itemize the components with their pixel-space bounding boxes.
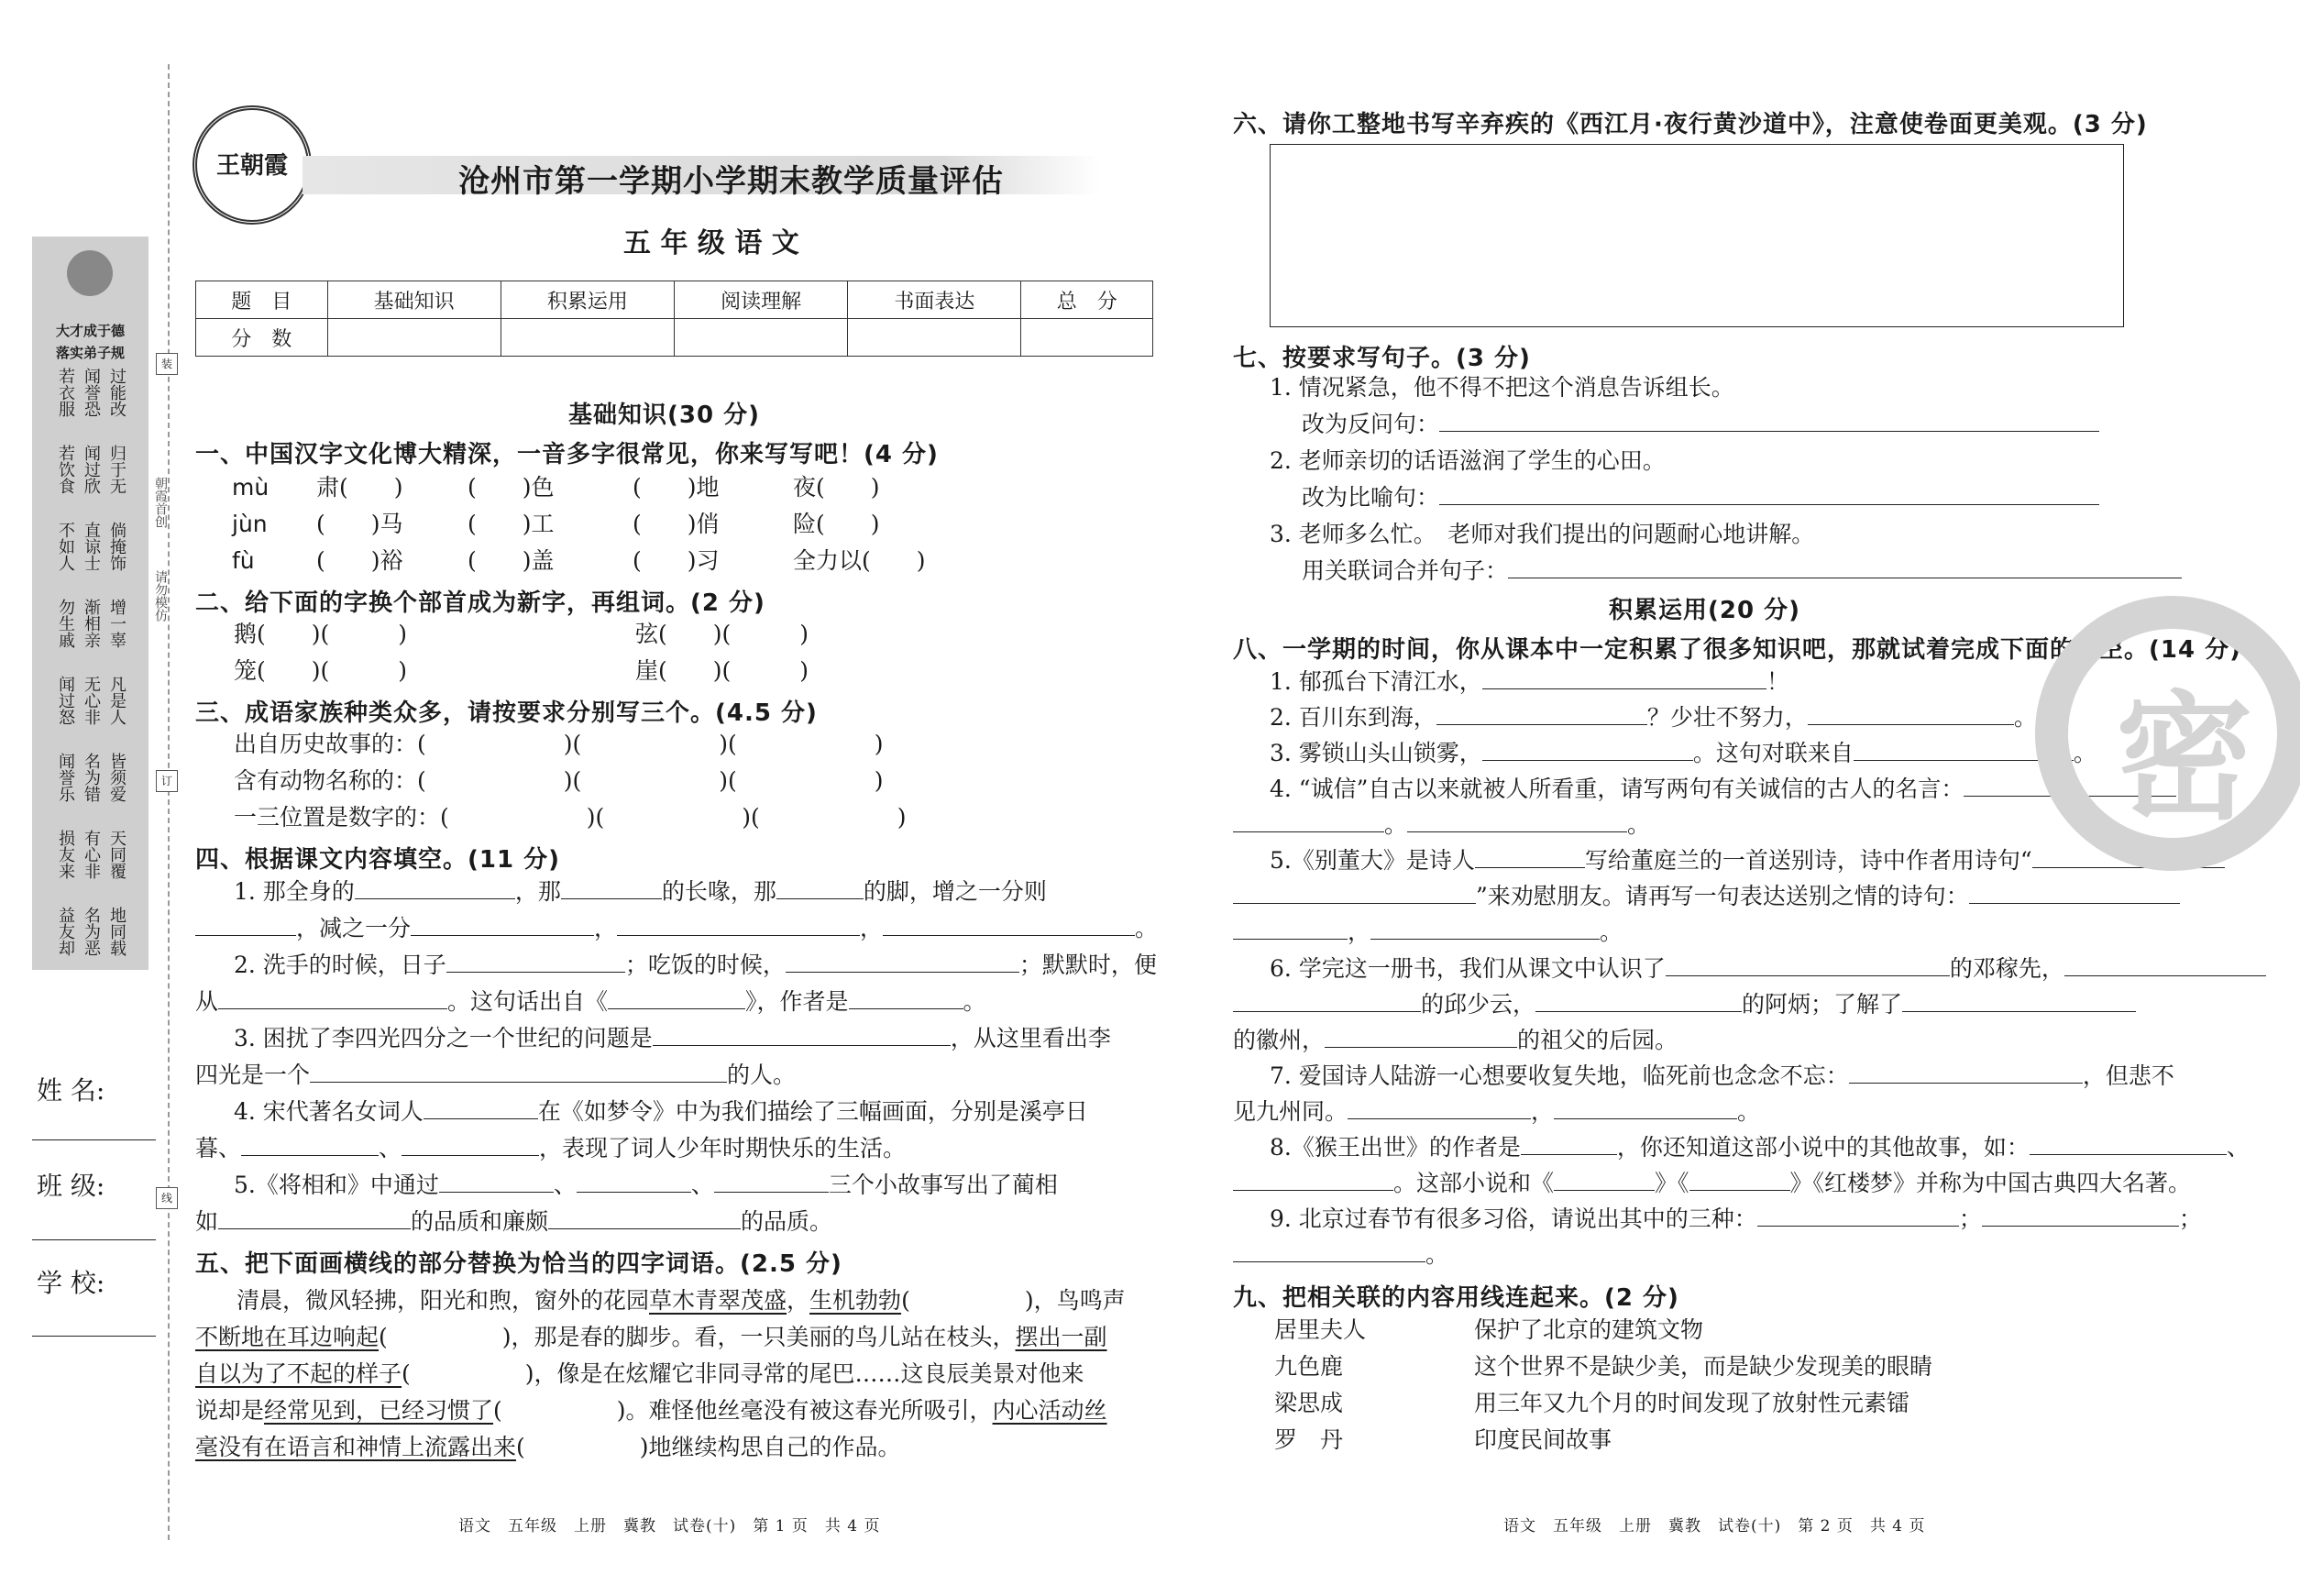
blank[interactable] — [1439, 409, 2099, 432]
text: 》《 — [1655, 1170, 1689, 1196]
blank[interactable] — [1439, 482, 2099, 505]
q2-item[interactable]: 笼( )( ) — [234, 657, 408, 684]
text: 。 — [1384, 811, 1408, 838]
rule-column: 名为错 — [82, 753, 101, 802]
q8-item-8 — [1270, 1130, 2250, 1165]
text: 3. 雾锁山头山锁雾， — [1270, 740, 1482, 766]
underlined-phrase: 生机勃勃 — [809, 1287, 902, 1314]
q1-blank-item[interactable]: ( )工 — [468, 511, 555, 537]
logo-badge — [193, 105, 312, 225]
logo-text: 王朝霞 — [215, 152, 288, 180]
text: 。 — [963, 988, 986, 1015]
underlined-phrase: 不断地在耳边响起 — [195, 1324, 380, 1350]
rule-column: 闻誉乐 — [56, 753, 75, 802]
q7-sentence-3: 3. 老师多么忙。 老师对我们提出的问题耐心地讲解。 — [1270, 521, 1815, 547]
text: 。 — [1135, 915, 1159, 941]
text: 、 — [553, 1172, 577, 1198]
rule-column: 损友来 — [56, 830, 75, 879]
blank[interactable] — [1325, 1025, 1517, 1048]
q1-blank-item[interactable]: 肃( ) — [316, 474, 403, 501]
rule-column: 闻过欣 — [82, 445, 101, 494]
q3-line[interactable]: 出自历史故事的：( )( )( ) — [234, 731, 884, 757]
q4-item-2-cont — [195, 985, 986, 1019]
text: 。这部小说和《 — [1393, 1170, 1555, 1196]
blank[interactable] — [355, 876, 515, 899]
blank[interactable] — [1757, 1204, 1959, 1227]
blank[interactable] — [446, 950, 625, 973]
rule-column: 地同载 — [107, 907, 127, 956]
match-right-item[interactable]: 用三年又九个月的时间发现了放射性元素镭 — [1474, 1390, 1910, 1416]
q3-line[interactable]: 含有动物名称的：( )( )( ) — [234, 767, 884, 794]
q2-title: 二、给下面的字换个部首成为新字，再组词。(2 分) — [195, 589, 765, 617]
motto-line-1: 大才成于德 — [55, 323, 125, 339]
q8-title: 八、一学期的时间，你从课本中一定积累了很多知识吧，那就试着完成下面的填空。(14 分) — [1233, 636, 2242, 664]
blank[interactable] — [411, 913, 594, 936]
blank[interactable] — [776, 876, 864, 899]
text: 》《红楼梦》并称为中国古典四大名著。 — [1789, 1170, 2192, 1196]
blank[interactable] — [849, 986, 963, 1009]
subject-title: 五 年 级 语 文 — [623, 227, 799, 259]
match-left-item[interactable]: 居里夫人 — [1274, 1316, 1367, 1343]
match-right-item[interactable]: 这个世界不是缺少美，而是缺少发现美的眼睛 — [1474, 1353, 1933, 1380]
rule-column: 益友却 — [56, 907, 75, 956]
text: 的祖父的后园。 — [1517, 1027, 1678, 1053]
pinyin-label: jùn — [232, 511, 268, 537]
q9-title: 九、把相关联的内容用线连起来。(2 分) — [1233, 1284, 1679, 1312]
score-input-cell[interactable] — [1021, 319, 1153, 357]
text: 改为比喻句： — [1302, 484, 1440, 511]
q1-blank-item[interactable]: ( )色 — [468, 474, 555, 501]
q7-req-2 — [1302, 480, 2099, 515]
q5-line — [195, 1357, 1084, 1392]
q8-item-1 — [1270, 665, 1789, 699]
rule-column: 皆须爱 — [107, 753, 127, 802]
score-header-cell: 书面表达 — [848, 281, 1021, 319]
text: 、 — [690, 1172, 714, 1198]
answer-paren[interactable]: ( )地继续构思自己的作品。 — [516, 1434, 901, 1460]
rule-column: 若饮食 — [56, 445, 75, 494]
q8-item-4 — [1270, 772, 2176, 807]
underlined-phrase: 毫没有在语言和神情上流露出来 — [195, 1434, 517, 1460]
blank[interactable] — [561, 876, 662, 899]
match-left-item[interactable]: 梁思成 — [1274, 1390, 1344, 1416]
blank[interactable] — [1808, 702, 2014, 725]
name-label: 姓 名: — [37, 1075, 105, 1106]
text: 8.《猴王出世》的作者是 — [1270, 1134, 1521, 1161]
q4-item-4-cont — [195, 1131, 906, 1166]
blank[interactable] — [310, 1060, 727, 1083]
q3-line[interactable]: 一三位置是数字的：( )( )( ) — [234, 804, 907, 831]
blank[interactable] — [218, 1206, 411, 1229]
q3-title: 三、成语家族种类众多，请按要求分别写三个。(4.5 分) — [195, 699, 818, 727]
blank[interactable] — [577, 1170, 691, 1193]
text: 4. “诚信”自古以来就被人所看重，请写两句有关诚信的古人的名言： — [1270, 776, 1964, 802]
page-footer-right: 语文 五年级 上册 冀教 试卷(十) 第 2 页 共 4 页 — [1503, 1517, 1926, 1535]
rule-column: 倘掩饰 — [107, 522, 127, 571]
q8-item-7 — [1270, 1059, 2174, 1094]
match-right-item[interactable]: 保护了北京的建筑文物 — [1474, 1316, 1704, 1343]
rule-column: 闻过怒 — [56, 676, 75, 725]
text: 的邱少云， — [1421, 991, 1536, 1018]
rule-column: 无心非 — [82, 676, 101, 725]
blank[interactable] — [402, 1133, 539, 1156]
blank[interactable] — [786, 950, 1019, 973]
pinyin-label: mù — [232, 474, 270, 501]
underlined-phrase: 草木青翠茂盛 — [649, 1287, 787, 1314]
text: 。 — [1737, 1098, 1761, 1125]
pinyin-label: fù — [232, 547, 255, 574]
match-right-item[interactable]: 印度民间故事 — [1474, 1426, 1612, 1453]
blank[interactable] — [1554, 1168, 1655, 1191]
score-input-cell[interactable] — [674, 319, 847, 357]
q8-item-4-cont — [1233, 808, 1650, 842]
q6-writing-box[interactable] — [1270, 144, 2124, 327]
text: 2. 百川东到海， — [1270, 704, 1436, 731]
blank[interactable] — [548, 1206, 741, 1229]
q8-item-5-cont2 — [1233, 915, 1623, 950]
q8-item-5-cont — [1233, 879, 2180, 914]
score-header-cell: 总 分 — [1021, 281, 1153, 319]
motto-line-2: 落实弟子规 — [55, 345, 125, 361]
match-left-item[interactable]: 九色鹿 — [1274, 1353, 1344, 1380]
blank[interactable] — [1482, 666, 1766, 689]
rule-column: 闻誉恐 — [82, 368, 101, 417]
text: 、 — [379, 1135, 402, 1161]
stamp-text: 密 — [2116, 677, 2254, 839]
score-header-cell: 基础知识 — [327, 281, 501, 319]
q8-item-6 — [1270, 952, 2266, 986]
q5-line — [195, 1393, 1107, 1428]
text: 。 — [2013, 704, 2037, 731]
q8-item-7-cont — [1233, 1095, 1760, 1129]
q8-item-9-cont — [1233, 1238, 1448, 1272]
answer-paren[interactable]: ( )，那是春的脚步。看，一只美丽的鸟儿站在枝头， — [379, 1324, 1016, 1350]
rule-column: 渐相亲 — [82, 599, 101, 648]
blank[interactable] — [1436, 702, 1647, 725]
text: 1. 那全身的 — [234, 878, 355, 905]
q6-title: 六、请你工整地书写辛弃疾的《西江月·夜行黄沙道中》，注意使卷面更美观。(3 分) — [1233, 111, 2148, 138]
vertical-label-1: 朝霞首创 — [153, 477, 168, 528]
text: ”来劝慰朋友。请再写一句表达送别之情的诗句： — [1476, 883, 1969, 909]
q1-blank-item[interactable]: ( )俏 — [633, 511, 720, 537]
exam-title: 沧州市第一学期小学期末教学质量评估 — [458, 163, 1004, 200]
blank[interactable] — [195, 913, 296, 936]
q2-item[interactable]: 崖( )( ) — [635, 657, 809, 684]
text: 的品质和廉颇 — [411, 1208, 549, 1235]
blank[interactable] — [608, 986, 745, 1009]
q1-blank-item[interactable]: ( )习 — [633, 547, 720, 574]
text: 如 — [195, 1208, 219, 1235]
sidebar-panel — [32, 237, 149, 970]
q1-blank-item[interactable]: ( )地 — [633, 474, 720, 501]
blank[interactable] — [218, 986, 447, 1009]
blank[interactable] — [617, 913, 860, 936]
text: 。 — [1425, 1241, 1449, 1268]
text: ； — [1958, 1205, 1982, 1232]
text: 见九州同。 — [1233, 1098, 1348, 1125]
answer-paren[interactable]: ( )，像是在炫耀它非同寻常的尾巴……这良辰美景对他来 — [402, 1360, 1084, 1387]
rule-column: 归于无 — [107, 445, 127, 494]
text: 从 — [195, 988, 219, 1015]
text: 6. 学完这一册书，我们从课文中认识了 — [1270, 955, 1666, 982]
text: 三个小故事写出了蔺相 — [828, 1172, 1058, 1198]
underlined-phrase: 摆出一副 — [1015, 1324, 1107, 1350]
q2-item[interactable]: 鹅( )( ) — [234, 621, 408, 647]
section-basic-heading: 基础知识(30 分) — [568, 402, 760, 429]
text: ， — [787, 1287, 810, 1314]
text: ， — [860, 915, 884, 941]
score-input-cell[interactable] — [501, 319, 674, 357]
class-field[interactable] — [32, 1239, 156, 1240]
text: ，表现了词人少年时期快乐的生活。 — [539, 1135, 907, 1161]
score-table — [195, 281, 1153, 357]
blank[interactable] — [1233, 881, 1348, 904]
blank[interactable] — [1902, 989, 2136, 1012]
text: ，那 — [514, 878, 561, 905]
blank[interactable] — [1849, 1061, 2083, 1084]
rule-column: 不如人 — [56, 522, 75, 571]
class-label: 班 级: — [37, 1171, 105, 1201]
blank[interactable] — [1348, 881, 1476, 904]
q1-blank-item[interactable]: 夜( ) — [793, 474, 880, 501]
rule-column: 凡是人 — [107, 676, 127, 725]
text: ！ — [1766, 668, 1789, 695]
q7-req-3 — [1302, 554, 2182, 589]
text: 的邓稼先， — [1949, 955, 2064, 982]
text: 、 — [2226, 1134, 2250, 1161]
blank[interactable] — [1689, 1168, 1790, 1191]
rule-column: 天同覆 — [107, 830, 127, 879]
blank[interactable] — [1521, 1132, 1617, 1155]
rule-column: 有心非 — [82, 830, 101, 879]
rule-column: 勿生戚 — [56, 599, 75, 648]
text: ，但悲不 — [2082, 1062, 2174, 1089]
text: 用关联词合并句子： — [1302, 557, 1509, 584]
blank[interactable] — [1666, 953, 1950, 976]
blank[interactable] — [1233, 989, 1421, 1012]
text: ，减之一分 — [296, 915, 412, 941]
text: 1. 郁孤台下清江水， — [1270, 668, 1482, 695]
text: 。 — [1627, 811, 1651, 838]
blank[interactable] — [1508, 556, 2182, 578]
score-input-cell[interactable] — [848, 319, 1021, 357]
binding-line — [168, 64, 170, 1540]
blank[interactable] — [1969, 881, 2180, 904]
blank[interactable] — [1233, 1239, 1425, 1262]
text: 9. 北京过春节有很多习俗，请说出其中的三种： — [1270, 1205, 1757, 1232]
text: 在《如梦令》中为我们描绘了三幅画面，分别是溪亭日 — [537, 1098, 1088, 1125]
blank[interactable] — [241, 1133, 379, 1156]
q8-item-9 — [1270, 1202, 2202, 1237]
text: ；吃饭的时候， — [624, 952, 786, 978]
blank[interactable] — [653, 1023, 951, 1046]
answer-paren[interactable]: ( )，鸟鸣声 — [901, 1287, 1126, 1314]
q4-item-2 — [234, 948, 1157, 983]
q8-item-3 — [1270, 736, 2096, 771]
q1-blank-item[interactable]: 全力以( ) — [793, 547, 926, 574]
page-footer-left: 语文 五年级 上册 冀教 试卷(十) 第 1 页 共 4 页 — [458, 1517, 881, 1535]
blank[interactable] — [1535, 989, 1742, 1012]
vertical-label-2: 请勿模仿 — [153, 570, 168, 622]
blank[interactable] — [1482, 738, 1693, 761]
q4-item-3-cont — [195, 1058, 796, 1093]
score-label-cell: 分 数 — [196, 319, 328, 357]
q4-item-1-cont — [195, 911, 1158, 946]
blank[interactable] — [1370, 917, 1600, 940]
score-header-cell: 阅读理解 — [674, 281, 847, 319]
rule-column: 名为恶 — [82, 907, 101, 956]
name-field[interactable] — [32, 1139, 156, 1140]
text: 的人。 — [727, 1062, 797, 1088]
score-table-row — [196, 319, 1153, 357]
answer-paren[interactable]: ( )。难怪他丝毫没有被这春光所吸引， — [493, 1397, 993, 1424]
score-header-cell: 题 目 — [196, 281, 328, 319]
text: 的脚，增之一分则 — [863, 878, 1047, 905]
section-accum-heading: 积累运用(20 分) — [1609, 597, 1800, 624]
confidential-stamp — [2035, 596, 2300, 871]
scholar-figure-icon — [67, 250, 113, 296]
text: 的长喙，那 — [661, 878, 776, 905]
underlined-phrase: 内心活动丝 — [992, 1397, 1107, 1424]
q4-item-4 — [234, 1095, 1088, 1129]
text: 清晨，微风轻拂，阳光和煦，窗外的花园 — [237, 1287, 650, 1314]
binding-mark: 线 — [156, 1187, 178, 1209]
q4-item-5 — [234, 1168, 1058, 1203]
blank[interactable] — [1233, 1168, 1393, 1191]
blank[interactable] — [714, 1170, 829, 1193]
binding-mark: 订 — [156, 770, 178, 792]
text: 的阿炳；了解了 — [1742, 991, 1903, 1018]
blank[interactable] — [2030, 1132, 2227, 1155]
text: ，你还知道这部小说中的其他故事，如： — [1616, 1134, 2030, 1161]
text: 改为反问句： — [1302, 411, 1440, 437]
binding-mark: 装 — [156, 353, 178, 375]
score-table-header-row — [196, 281, 1153, 319]
score-input-cell[interactable] — [327, 319, 501, 357]
q8-item-5 — [1270, 843, 2225, 878]
blank[interactable] — [1348, 1096, 1531, 1119]
q2-item[interactable]: 弦( )( ) — [635, 621, 809, 647]
q4-item-5-cont — [195, 1205, 832, 1239]
match-left-item[interactable]: 罗 丹 — [1274, 1426, 1344, 1453]
text: 3. 困扰了李四光四分之一个世纪的问题是 — [234, 1025, 653, 1051]
rule-column: 过能改 — [107, 368, 127, 417]
q5-title: 五、把下面画横线的部分替换为恰当的四字词语。(2.5 分) — [195, 1250, 842, 1278]
text: ， — [1531, 1098, 1555, 1125]
text: ， — [1348, 919, 1371, 945]
text: ； — [2178, 1205, 2202, 1232]
underlined-phrase: 自以为了不起的样子 — [195, 1360, 402, 1387]
text: 》，作者是 — [745, 988, 849, 1015]
text: 7. 爱国诗人陆游一心想要收复失地，临死前也念念不忘： — [1270, 1062, 1849, 1089]
q1-title: 一、中国汉字文化博大精深，一音多字很常见，你来写写吧！(4 分) — [195, 441, 939, 468]
text: 的徽州， — [1233, 1027, 1326, 1053]
q4-title: 四、根据课文内容填空。(11 分) — [195, 846, 560, 874]
text: 4. 宋代著名女词人 — [234, 1098, 424, 1125]
q8-item-6-cont — [1233, 987, 2136, 1022]
q7-sentence-2: 2. 老师亲切的话语滋润了学生的心田。 — [1270, 447, 1666, 474]
q5-line — [195, 1430, 901, 1465]
blank[interactable] — [883, 913, 1135, 936]
q1-blank-item[interactable]: ( )马 — [316, 511, 403, 537]
q4-item-3 — [234, 1021, 1111, 1056]
q8-item-2 — [1270, 700, 2037, 735]
q7-title: 七、按要求写句子。(3 分) — [1233, 345, 1531, 372]
blank[interactable] — [1233, 809, 1384, 832]
q7-sentence-1: 1. 情况紧急，他不得不把这个消息告诉组长。 — [1270, 374, 1734, 401]
text: 。这句话出自《 — [447, 988, 609, 1015]
blank[interactable] — [1233, 917, 1348, 940]
q8-item-8-cont — [1233, 1166, 2191, 1201]
text: 。这句对联来自 — [1692, 740, 1854, 766]
score-header-cell: 积累运用 — [501, 281, 674, 319]
text: ，从这里看出李 — [950, 1025, 1111, 1051]
text: ；默默时，便 — [1018, 952, 1157, 978]
text: 5.《别董大》是诗人 — [1270, 847, 1475, 874]
blank[interactable] — [439, 1170, 554, 1193]
rule-column: 直谅士 — [82, 522, 101, 571]
blank[interactable] — [2064, 953, 2266, 976]
text: 2. 洗手的时候，日子 — [234, 952, 446, 978]
text: 写给董庭兰的一首送别诗，诗中作者用诗句“ — [1584, 847, 2032, 874]
blank[interactable] — [1407, 809, 1627, 832]
school-label: 学 校: — [37, 1268, 105, 1298]
text: 暮、 — [195, 1135, 242, 1161]
text: 。 — [1600, 919, 1623, 945]
blank[interactable] — [1475, 845, 1585, 868]
q7-req-1 — [1302, 407, 2099, 442]
text: ， — [594, 915, 618, 941]
school-field[interactable] — [32, 1336, 156, 1337]
q1-blank-item[interactable]: ( )盖 — [468, 547, 555, 574]
text: 5.《将相和》中通过 — [234, 1172, 439, 1198]
blank[interactable] — [1554, 1096, 1737, 1119]
q1-blank-item[interactable]: 险( ) — [793, 511, 880, 537]
q5-line — [195, 1320, 1107, 1355]
q8-item-6-cont2 — [1233, 1023, 1678, 1058]
q1-blank-item[interactable]: ( )裕 — [316, 547, 403, 574]
blank[interactable] — [1982, 1204, 2179, 1227]
text: ？少壮不努力， — [1646, 704, 1808, 731]
q5-line — [237, 1283, 1126, 1318]
text: 四光是一个 — [195, 1062, 311, 1088]
rule-column: 增一辜 — [107, 599, 127, 648]
text: 说却是 — [195, 1397, 265, 1424]
underlined-phrase: 经常见到，已经习惯了 — [264, 1397, 494, 1424]
q4-item-1 — [234, 875, 1047, 909]
text: 的品质。 — [741, 1208, 833, 1235]
blank[interactable] — [424, 1096, 538, 1119]
text: 。 — [2073, 740, 2096, 766]
rule-column: 若衣服 — [56, 368, 75, 417]
